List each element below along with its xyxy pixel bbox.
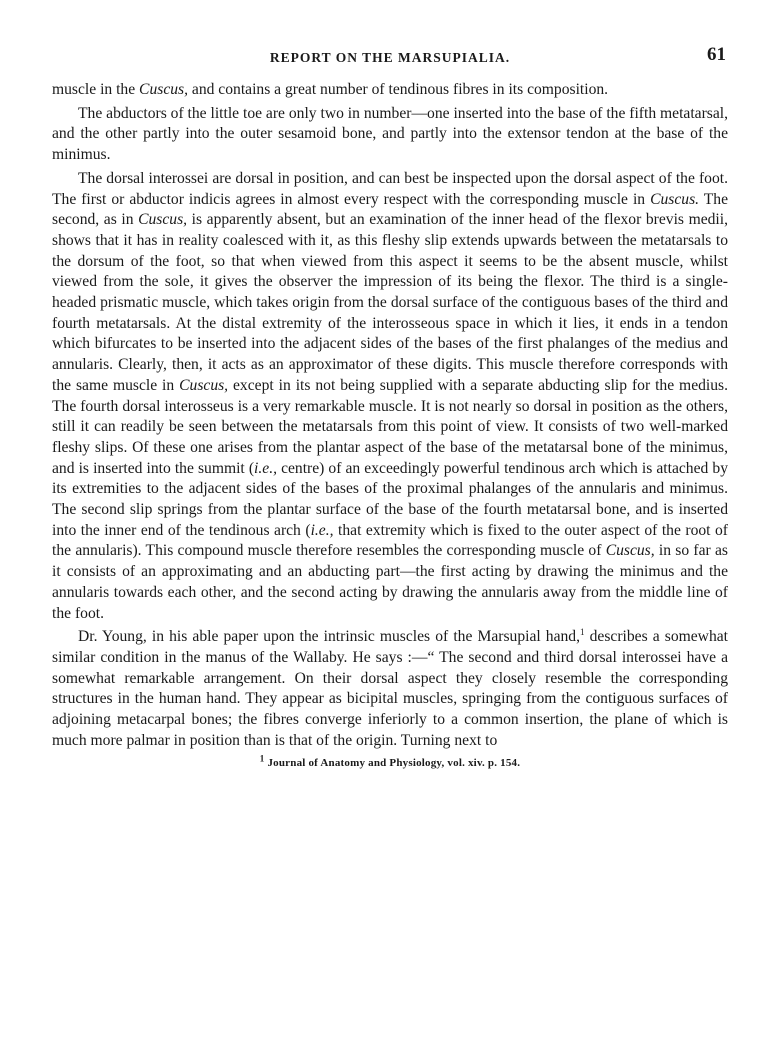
italic-text: Cuscus,	[139, 81, 188, 98]
text-run: The dorsal interossei are dorsal in position, and can best be inspected upon the dorsal aspect of the foot. The first or abductor indicis agrees in almost every respect with the corresponding muscle in	[52, 169, 728, 208]
text-run: that extremity which is fixed to the outer aspect of the root of the annularis). This compound muscle therefore resembles the corresponding muscle of	[52, 521, 729, 560]
text-run: except in its not being supplied with a separate abducting slip for the medius. The fourth dorsal interosseus is a very remarkable muscle. It is not nearly so dorsal in position as the others, still it can readily be seen between the metatarsals from this point of view. It consists of two well-marked fleshy slips. Of these one arises from the plantar aspect of the base of the metatarsal bone of the minimus, and is inserted into the summit (	[52, 376, 729, 477]
text-run: muscle in the	[52, 81, 140, 98]
text-run: describes a somewhat similar condition in the manus of the Wallaby. He says :—“ The second and third dorsal interossei have a somewhat remarkable arrangement. On their dorsal aspect they closely resemble the corresponding structures in the human hand. They appear as bicipital muscles, springing from the contiguous surfaces of adjoining metacarpal bones; the fibres converge inferiorly to a common insertion, the plane of which is much more palmar in position than is that of the origin. Turning next to	[52, 628, 728, 749]
italic-text: Cuscus.	[650, 190, 700, 208]
text-run: The second, as in	[52, 190, 728, 229]
paragraph	[52, 80, 728, 101]
footnote-marker: 1	[259, 752, 265, 763]
text-run: centre) of an exceedingly powerful tendinous arch which is attached by its extremities to the adjacent sides of the bases of the proximal phalanges of the annularis and minimus. The second slip springs from the plantar surface of the base of the fourth metatarsal bone, and is inserted into the inner end of the tendinous arch (	[52, 459, 728, 539]
paragraph	[52, 169, 728, 624]
italic-text: Cuscus,	[605, 542, 655, 560]
page-header	[52, 44, 728, 68]
text-run: The abductors of the little toe are only two in number—one inserted into the base of the fifth metatarsal, and the other partly into the outer sesamoid bone, and partly into the extensor tendon at the base of the minimus.	[52, 104, 728, 164]
text-run: Dr. Young, in his able paper upon the intrinsic muscles of the Marsupial hand,	[78, 628, 581, 646]
page-number: 61	[707, 44, 726, 65]
paragraph	[52, 627, 728, 751]
footnote-text: Journal of Anatomy and Physiology, vol. xiv. p. 154.	[264, 756, 521, 769]
paragraph	[52, 104, 728, 166]
italic-text: Cuscus,	[138, 211, 188, 229]
footnote-reference: 1	[580, 627, 585, 638]
italic-text: Cuscus,	[179, 376, 229, 394]
body-text	[52, 80, 728, 752]
text-run: in so far as it consists of an approximating and an abducting part—the first acting by drawing the minimus and the annularis towards each other, and the second acting by drawing the annularis away from the middle line of the foot.	[52, 542, 728, 622]
footnote	[52, 752, 728, 769]
running-head: REPORT ON THE MARSUPIALIA.	[269, 50, 511, 65]
italic-text: i.e.,	[254, 459, 277, 477]
text-run: and contains a great number of tendinous fibres in its composition.	[188, 81, 609, 98]
italic-text: i.e.,	[310, 521, 334, 539]
text-run: is apparently absent, but an examination of the inner head of the flexor brevis medii, shows that it has in reality coalesced with it, as this fleshy slip extends upwards between the metatarsals to the dorsum of the foot, so that when viewed from this aspect it seems to be the absent muscle, whilst viewed from the sole, it gives the observer the impression of its being the flexor. The third is a single-headed prismatic muscle, which takes origin from the dorsal surface of the contiguous bases of the third and fourth metatarsals. At the distal extremity of the interosseous space in which it lies, it ends in a tendon which bifurcates to be inserted into the adjacent sides of the bases of the first phalanges of the medius and annularis. Clearly, then, it acts as an approximator of these digits. This muscle therefore corresponds with the same muscle in	[52, 211, 728, 394]
